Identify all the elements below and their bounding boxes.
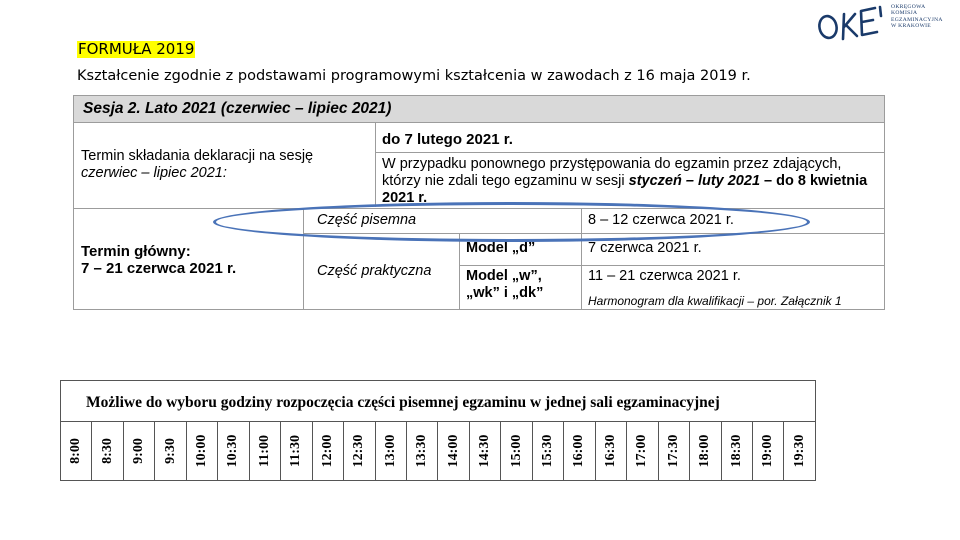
page-subtitle: Kształcenie zgodnie z podstawami programowymi kształcenia w zawodach z 16 maja 2019 r. bbox=[77, 68, 751, 84]
model-d-label: Model „d” bbox=[466, 240, 536, 256]
time-cell bbox=[753, 422, 784, 480]
time-label: 11:30 bbox=[288, 435, 304, 467]
hours-table-header: Możliwe do wyboru godziny rozpoczęcia części pisemnej egzaminu w jednej sali egzaminacyjnej bbox=[61, 381, 815, 422]
session-table-header: Sesja 2. Lato 2021 (czerwiec – lipiec 2021) bbox=[74, 96, 884, 123]
time-cell bbox=[313, 422, 344, 480]
hours-table bbox=[60, 380, 816, 481]
time-label: 9:30 bbox=[162, 438, 178, 464]
time-label: 8:00 bbox=[68, 438, 84, 464]
time-label: 19:00 bbox=[760, 434, 776, 468]
practical-part-label: Część praktyczna bbox=[317, 263, 432, 279]
declaration-deadline: do 7 lutego 2021 r. bbox=[382, 131, 513, 148]
declaration-label: Termin składania deklaracji na sesję czerwiec – lipiec 2021: bbox=[81, 148, 314, 181]
oke-logo-mark bbox=[815, 2, 887, 42]
time-cell bbox=[564, 422, 595, 480]
declaration-note: W przypadku ponownego przystępowania do egzamin przez zdających, którzy nie zdali tego egzaminu w sesji styczeń – luty 2021 – do 8 kwietnia 2021 r. bbox=[382, 156, 868, 206]
model-w-date: 11 – 21 czerwca 2021 r. bbox=[588, 268, 741, 284]
page-title: FORMUŁA 2019 bbox=[78, 40, 195, 58]
time-cell bbox=[470, 422, 501, 480]
time-cell bbox=[344, 422, 375, 480]
model-d-date: 7 czerwca 2021 r. bbox=[588, 240, 702, 256]
time-cell bbox=[533, 422, 564, 480]
time-label: 16:00 bbox=[571, 434, 587, 468]
hours-row bbox=[61, 422, 815, 480]
main-term-label: Termin główny: 7 – 21 czerwca 2021 r. bbox=[81, 243, 237, 277]
time-cell bbox=[281, 422, 312, 480]
time-label: 19:30 bbox=[791, 434, 807, 468]
time-label: 16:30 bbox=[602, 434, 618, 468]
time-label: 10:00 bbox=[194, 434, 210, 468]
time-cell bbox=[438, 422, 469, 480]
time-label: 15:30 bbox=[540, 434, 556, 468]
time-cell bbox=[218, 422, 249, 480]
time-cell bbox=[627, 422, 658, 480]
time-label: 12:00 bbox=[319, 434, 335, 468]
time-cell bbox=[407, 422, 438, 480]
time-cell bbox=[155, 422, 186, 480]
time-label: 15:00 bbox=[508, 434, 524, 468]
model-w-label: Model „w”, „wk” i „dk” bbox=[466, 268, 544, 301]
time-cell bbox=[92, 422, 123, 480]
logo-text: OKRĘGOWA KOMISJA EGZAMINACYJNA W KRAKOWIE bbox=[891, 4, 943, 29]
time-label: 17:30 bbox=[665, 434, 681, 468]
written-part-label: Część pisemna bbox=[317, 212, 417, 228]
time-cell bbox=[659, 422, 690, 480]
time-label: 17:00 bbox=[634, 434, 650, 468]
time-cell bbox=[596, 422, 627, 480]
time-label: 11:00 bbox=[256, 435, 272, 467]
time-label: 10:30 bbox=[225, 434, 241, 468]
time-cell bbox=[722, 422, 753, 480]
time-cell bbox=[250, 422, 281, 480]
time-label: 14:00 bbox=[445, 434, 461, 468]
time-label: 9:00 bbox=[131, 438, 147, 464]
time-label: 13:00 bbox=[382, 434, 398, 468]
time-cell bbox=[501, 422, 532, 480]
model-w-note: Harmonogram dla kwalifikacji – por. Załącznik 1 bbox=[588, 294, 842, 308]
time-cell bbox=[187, 422, 218, 480]
time-label: 18:00 bbox=[697, 434, 713, 468]
time-cell bbox=[784, 422, 814, 480]
time-label: 8:30 bbox=[99, 438, 115, 464]
time-label: 18:30 bbox=[728, 434, 744, 468]
time-cell bbox=[690, 422, 721, 480]
time-label: 12:30 bbox=[351, 434, 367, 468]
time-cell bbox=[61, 422, 92, 480]
time-label: 13:30 bbox=[414, 434, 430, 468]
written-part-date: 8 – 12 czerwca 2021 r. bbox=[588, 212, 734, 228]
oke-logo bbox=[815, 2, 950, 42]
time-cell bbox=[124, 422, 155, 480]
time-label: 14:30 bbox=[477, 434, 493, 468]
time-cell bbox=[376, 422, 407, 480]
highlight-ellipse bbox=[213, 202, 810, 242]
